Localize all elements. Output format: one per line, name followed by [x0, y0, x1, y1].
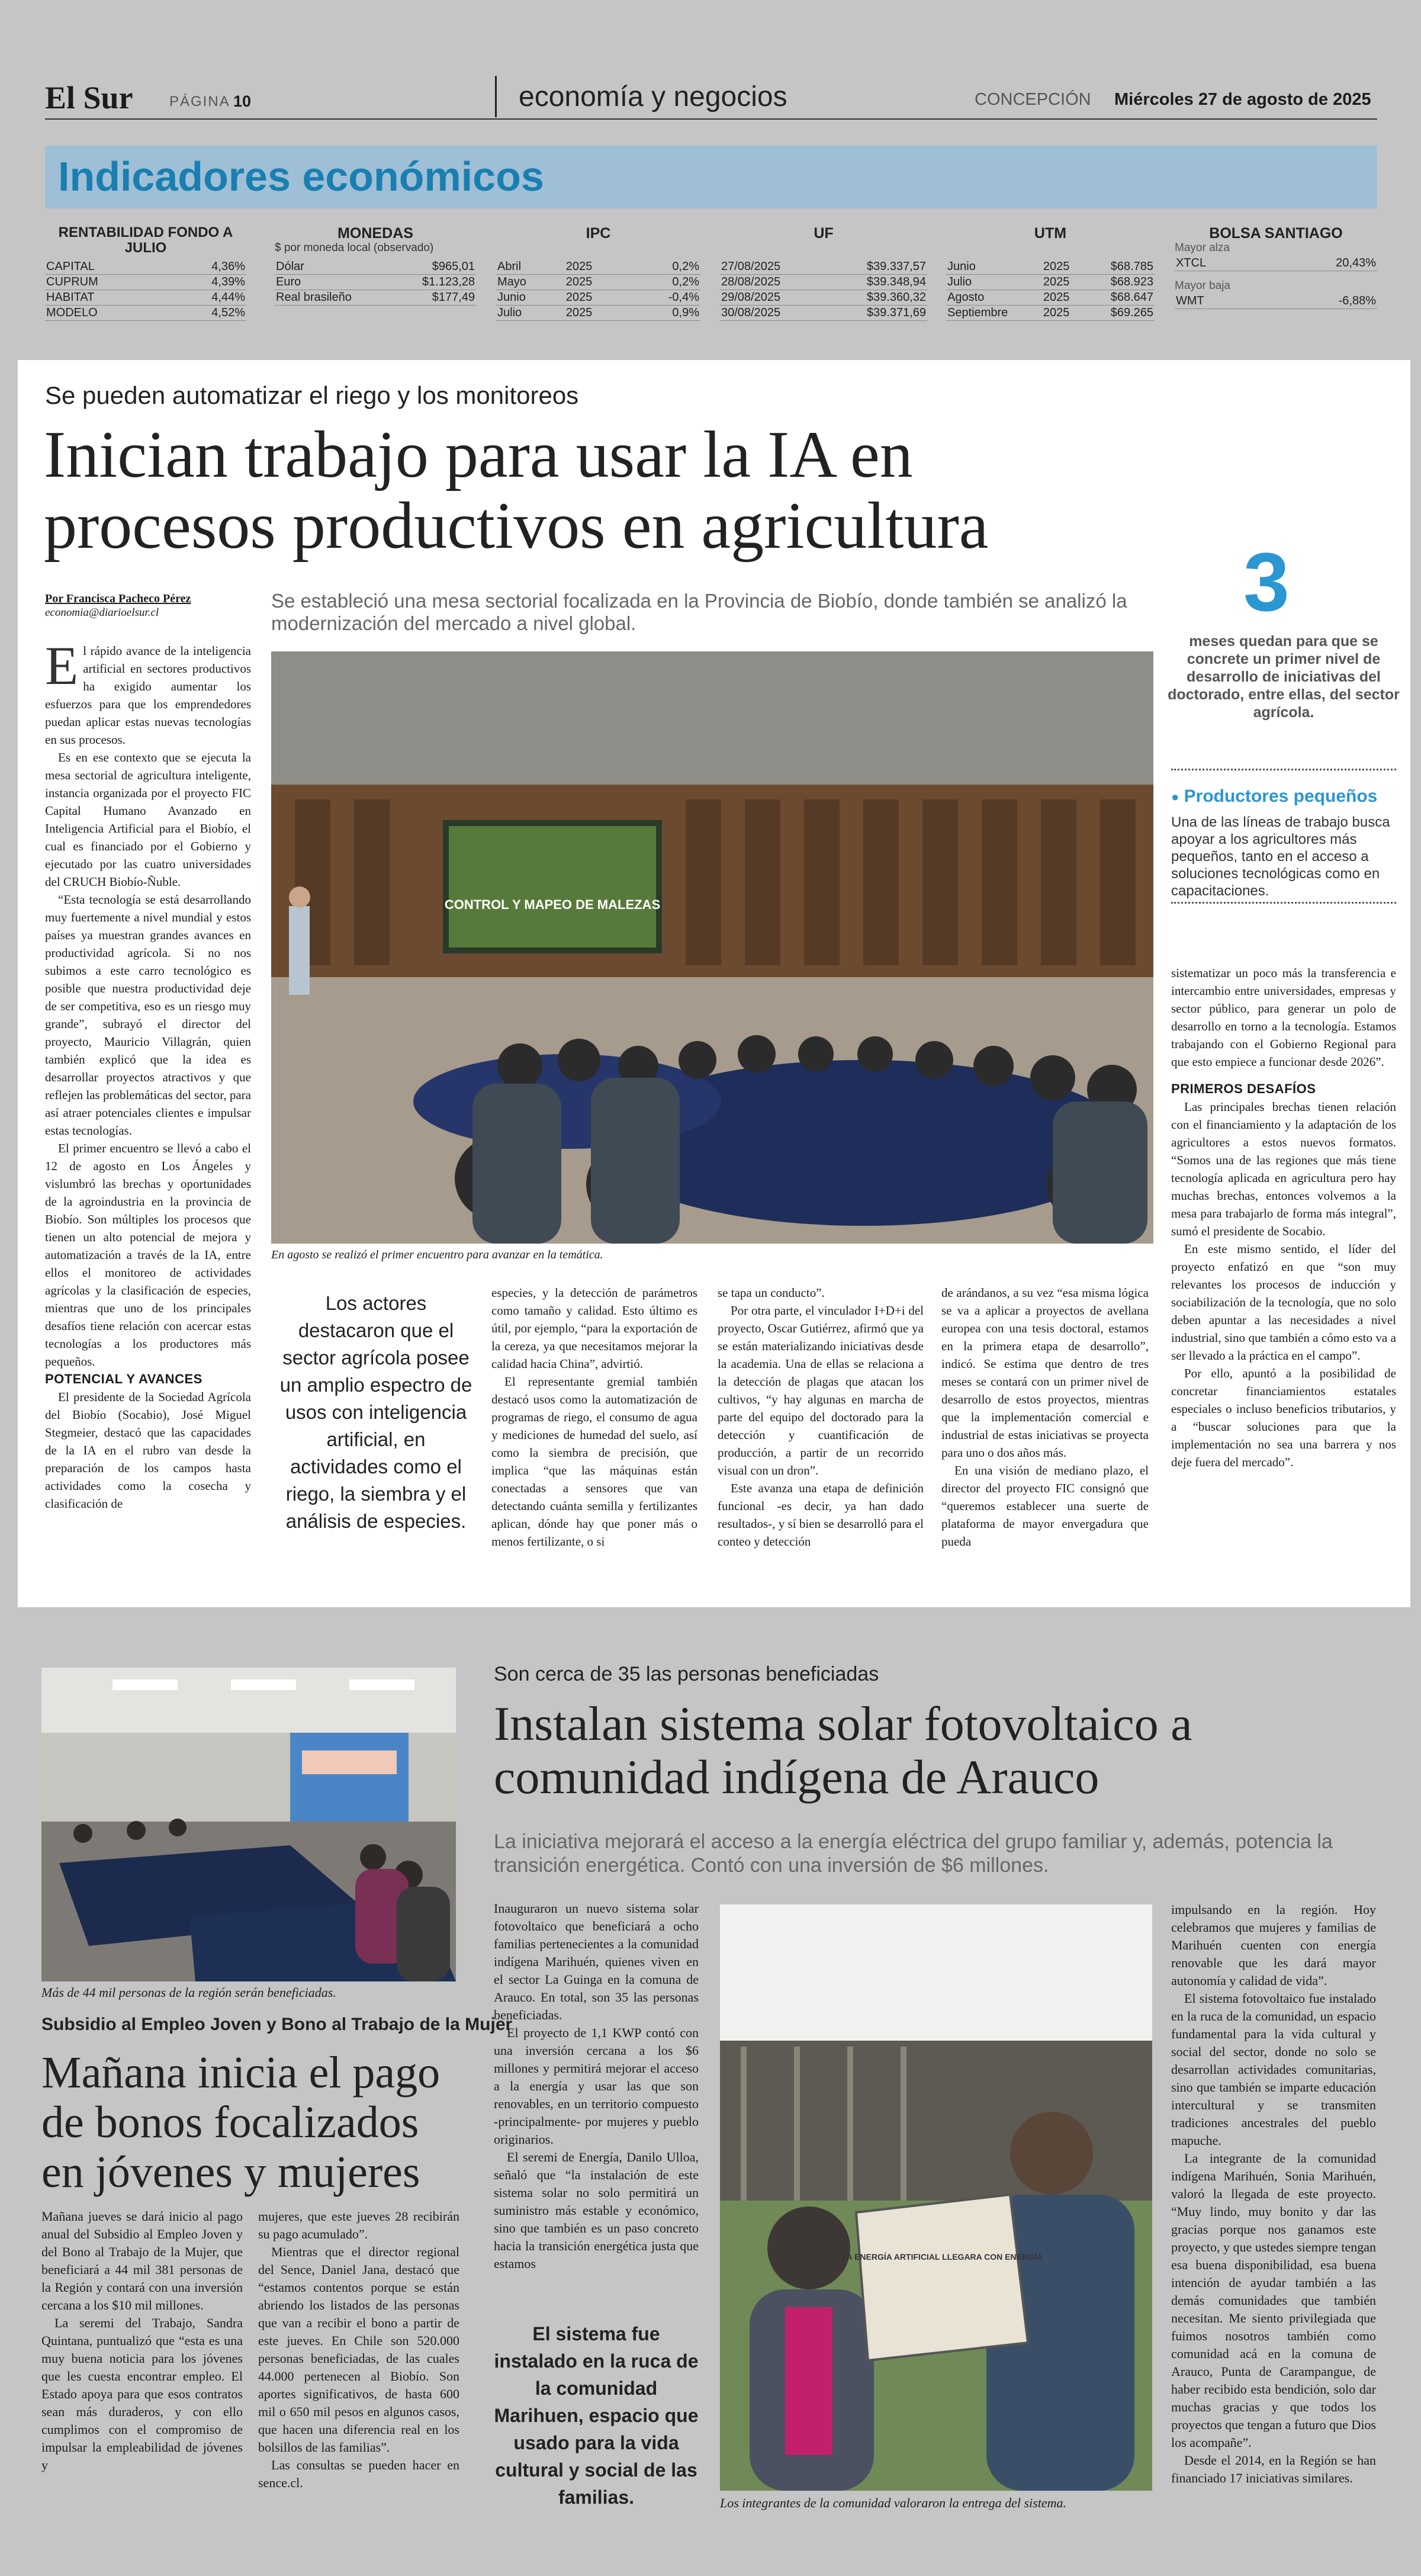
bonos-column-1: [41, 2208, 243, 2474]
bonos-column-2: [258, 2208, 459, 2492]
paragraph: El proyecto de 1,1 KWP contó con una inversión cercana a los $6 millones y permitirá mejorar el acceso a la energía y usar las que son renovables, en un territorio compuesto -principalmente- por mujeres y pueblo originarios.: [494, 2025, 699, 2147]
byline: Por Francisca Pacheco Pérez: [45, 592, 191, 605]
ipc-value: 0,9%: [672, 306, 699, 319]
uf-date: 30/08/2025: [721, 306, 781, 319]
dropcap: E: [45, 635, 79, 696]
afp-value: 4,52%: [211, 306, 245, 319]
bolsa-down-table: [1175, 294, 1377, 309]
indicators-banner: [45, 146, 1377, 208]
paragraph: Este avanza una etapa de definición funcional -es decir, ya han dado resultados-, y sí bien se desarrolló para el conteo y detección: [718, 1481, 924, 1549]
article-column-1: [45, 635, 251, 1512]
table-row: [45, 275, 246, 290]
utm-month: Agosto: [947, 291, 985, 304]
table-row: [1175, 294, 1377, 309]
headline-line: Mañana inicia el pago: [41, 2048, 441, 2098]
headline-line: Instalan sistema solar fotovoltaico a: [494, 1697, 1192, 1750]
stock-name: WMT: [1176, 294, 1204, 307]
table-row: [275, 290, 476, 306]
ipc-value: 0,2%: [672, 260, 699, 273]
paragraph: La seremi del Trabajo, Sandra Quintana, puntualizó que “esta es una muy buena noticia para los jóvenes que les cuesta encontrar empleo. El Estado apoya para que esos contratos sean más duraderos, y con ello cumplimos con el compromiso de impulsar la empleabilidad de jóvenes y: [41, 2315, 243, 2472]
paragraph: Las consultas se pueden hacer en sence.cl.: [258, 2458, 459, 2490]
utm-month: Junio: [947, 260, 976, 273]
paragraph: El presidente de la Sociedad Agrícola del Biobío (Socabio), José Miguel Stegmeier, destacó que las capacidades de la IA en el rubro van desde la preparación de los campos hasta actividades como la cosecha y clasificación de: [45, 1390, 251, 1511]
sidebar-text: Una de las líneas de trabajo busca apoyar a los agricultores más pequeños, tanto en el acceso a soluciones tecnológicas como en capacitaciones.: [1171, 814, 1390, 899]
paragraph: El primer encuentro se llevó a cabo el 12 de agosto en Los Ángeles y vislumbró las brechas y oportunidades de la agroindustria en la provincia de Biobío. Son múltiples los procesos que tienen un alto potencial de mejora y automatización a través de la IA, entre ellos el monitoreo de actividades agrícolas y la clasificación de especies, mientras que uno de los principales desafíos tiene relación con acercar estas tecnologías a los productores más pequeños.: [45, 1141, 251, 1369]
bolsa-down-label: Mayor baja: [1175, 280, 1230, 292]
bonos-photo-image: [41, 1668, 456, 1981]
indicators-panel: [45, 225, 1377, 326]
ipc-block: [496, 225, 700, 321]
currency-value: $965,01: [432, 260, 475, 273]
table-row: [720, 275, 927, 290]
paragraph: En este mismo sentido, el líder del proyecto enfatizó en que “son muy relevantes los procesos de inducción y sociabilización de la tecnología, que no solo deben apuntar a las necesidades a nivel industrial, sino que también a cómo esto va a ser llevado a la práctica en el campo”.: [1171, 1242, 1396, 1363]
monedas-block: [275, 225, 476, 306]
paragraph: En una visión de mediano plazo, el director del proyecto FIC consignó que “queremos establecer una suerte de plataforma de mayor envergadura que pueda: [941, 1463, 1149, 1549]
ipc-table: [496, 259, 700, 321]
currency-name: Dólar: [276, 260, 304, 273]
community-photo-image: [720, 1904, 1152, 2491]
currency-value: $1.123,28: [422, 275, 475, 288]
uf-value: $39.337,57: [866, 260, 926, 273]
afp-name: CUPRUM: [46, 275, 98, 288]
solar-headline: [494, 1697, 1192, 1804]
monedas-subtitle: $ por moneda local (observado): [275, 242, 434, 254]
uf-title: UF: [814, 225, 834, 242]
bonos-caption: Más de 44 mil personas de la región serán beneficiadas.: [41, 1985, 336, 2000]
ipc-year: 2025: [565, 260, 593, 273]
article-column-2: [491, 1284, 697, 1550]
paragraph: Las principales brechas tienen relación con el financiamiento y la adaptación de los agricultores a estos nuevos formatos. “Somos una de las regiones que más tiene tecnología aplicada en agricultura pero hay muchas brechas, entonces volvemos a la mesa para trabajarlo de forma más integral”, sumó el presidente de Socabio.: [1171, 1100, 1396, 1238]
masthead: [45, 76, 1377, 121]
table-row: [1175, 256, 1377, 271]
community-photo: [720, 1904, 1152, 2491]
paragraph: El representante gremial también destacó usos como la automatización de programas de riego, el consumo de agua y mediciones de humedad del suelo, así como la siembra de precisión, que implica “que las máquinas están conectadas a sensores que van detectando cuánta semilla y fertilizantes aplican, dónde hay que poner más o menos fertilizante, o si: [491, 1374, 697, 1549]
paragraph: de arándanos, a su vez “esa misma lógica se va a aplicar a proyectos de avellana europea con una tesis doctoral, estamos en la primera etapa de desarrollo”, indicó. Se estima que dentro de tres meses se contará con un primer nivel de desarrollo de estos proyectos, mientras que la implementación comercial e industrial de estas iniciativas se proyecta para uno o dos años más.: [941, 1286, 1149, 1460]
paragraph: Mañana jueves se dará inicio al pago anual del Subsidio al Empleo Joven y del Bono al Trabajo de la Mujer, que beneficiará a 44 mil 381 personas de la Región y contará con una inversión cercana a los $10 mil millones.: [41, 2209, 243, 2312]
subheading: PRIMEROS DESAFÍOS: [1171, 1081, 1316, 1096]
date: Miércoles 27 de agosto de 2025: [1114, 90, 1371, 109]
city: CONCEPCIÓN: [975, 90, 1091, 109]
utm-value: $69.265: [1110, 306, 1153, 319]
table-row: [275, 259, 476, 275]
afp-title: RENTABILIDAD FONDO A JULIO: [58, 224, 233, 256]
utm-value: $68.785: [1110, 260, 1153, 273]
big-number: 3: [1243, 535, 1290, 628]
headline-line: comunidad indígena de Arauco: [494, 1750, 1099, 1804]
article-column-5: [1171, 964, 1396, 1471]
table-row: [946, 275, 1155, 290]
solar-column-2: [1171, 1901, 1376, 2487]
paragraph: especies, y la detección de parámetros como tamaño y calidad. Esto último es útil, por ejemplo, “para la exportación de la cereza, ya que necesitamos mejorar la calidad hacia China”, advirtió.: [491, 1286, 697, 1371]
header-divider: [495, 76, 497, 117]
utm-year: 2025: [1043, 275, 1070, 288]
paragraph: Por otra parte, el vinculador I+D+i del proyecto, Oscar Gutiérrez, afirmó que ya se están materializando iniciativas desde la academia. Una de ellas se relaciona a la detección de plagas que atacan los cultivos, “y hay algunas en marcha de parte del equipo del doctorado para la detección y cuantificación de producción, a partir de un recorrido visual con un dron”.: [718, 1303, 924, 1477]
table-row: [720, 306, 927, 321]
article-column-3: [718, 1284, 924, 1550]
headline-line: Inician trabajo para usar la IA en: [44, 418, 913, 492]
ipc-month: Julio: [497, 306, 522, 319]
bonos-photo: [41, 1668, 456, 1981]
page-number: 10: [233, 92, 252, 110]
table-row: [946, 306, 1155, 321]
afp-name: CAPITAL: [46, 260, 95, 273]
uf-value: $39.371,69: [866, 306, 926, 319]
paragraph: “Esta tecnología se está desarrollando muy fuertemente a nivel mundial y estos países ya muestran grandes avances en productividad agrícola. Si no nos subimos a este carro tecnológico es posible que nuestra productividad deje de ser competitiva, eso es un riesgo muy grande”, subrayó el director del proyecto, Mauricio Villagrán, quien también explicó que la idea es desarrollar proyectos atractivos y que reflejen las problemáticas del sector, para así atraer potenciales clientes e impulsar estas tecnologías.: [45, 892, 251, 1138]
paragraph: se tapa un conducto”.: [718, 1286, 825, 1300]
conference-photo-image: [271, 651, 1153, 1244]
ipc-title: IPC: [586, 225, 611, 242]
ipc-year: 2025: [565, 306, 593, 319]
ipc-year: 2025: [565, 291, 593, 304]
utm-year: 2025: [1043, 306, 1070, 319]
subheading: POTENCIAL Y AVANCES: [45, 1371, 202, 1386]
stock-change: 20,43%: [1336, 256, 1376, 269]
utm-title: UTM: [1034, 225, 1067, 242]
article-column-4: [941, 1284, 1149, 1550]
paragraph: sistematizar un poco más la transferencia e intercambio entre universidades, empresas y sector público, para generar un polo de desarrollo en torno a la tecnología. Estamos trabajando con el Gobierno Regional para que esto empiece a funcionar desde 2026”.: [1171, 966, 1396, 1069]
table-row: [275, 275, 476, 290]
table-row: [496, 275, 700, 290]
afp-block: [45, 225, 246, 321]
afp-value: 4,39%: [211, 275, 245, 288]
uf-table: [720, 259, 927, 321]
paragraph: Mientras que el director regional del Sence, Daniel Jana, destacó que “estamos contentos porque se están abriendo los listados de las personas que van a recibir el bono a partir de este jueves. En Chile son 520.000 personas beneficiadas, de las cuales 44.000 pertenecen al Biobío. Son aportes significativos, de hasta 600 mil o 650 mil pesos en algunos casos, que hacen una diferencia real en los bolsillos de las familias”.: [258, 2244, 459, 2455]
table-row: [720, 259, 927, 275]
sidebar-title: [1171, 786, 1377, 807]
byline-email: economia@diarioelsur.cl: [45, 606, 159, 619]
bolsa-up-label: Mayor alza: [1175, 242, 1230, 254]
screen-text: CONTROL Y MAPEO DE MALEZAS: [444, 897, 661, 912]
headline-line: de bonos focalizados: [41, 2098, 419, 2147]
afp-table: [45, 259, 246, 321]
table-row: [946, 259, 1155, 275]
table-row: [946, 290, 1155, 306]
solar-lede: La iniciativa mejorará el acceso a la energía eléctrica del grupo familiar y, además, potencia la transición energética. Contó con una inversión de $6 millones.: [494, 1830, 1333, 1877]
article-kicker: Se pueden automatizar el riego y los monitoreos: [45, 381, 579, 409]
uf-date: 27/08/2025: [721, 260, 781, 273]
table-row: [496, 290, 700, 306]
solar-column-1: [494, 1900, 699, 2273]
paragraph: Desde el 2014, en la Región se han financiado 17 iniciativas similares.: [1171, 2453, 1376, 2485]
sidebar-rule: [1171, 902, 1396, 904]
currency-name: Euro: [276, 275, 301, 288]
afp-value: 4,44%: [211, 291, 245, 304]
paragraph: El sistema fotovoltaico fue instalado en la ruca de la comunidad, un espacio fundamental para la vida cultural y social del sector, donde no solo se desarrollan actividades comunitarias, sino que también se imparte educación intercultural y se transmiten tradiciones ancestrales del pueblo mapuche.: [1171, 1991, 1376, 2148]
currency-name: Real brasileño: [276, 291, 352, 304]
utm-year: 2025: [1043, 260, 1070, 273]
monedas-title: MONEDAS: [337, 225, 413, 242]
uf-date: 29/08/2025: [721, 291, 781, 304]
bolsa-title: BOLSA SANTIAGO: [1209, 225, 1343, 242]
sidebar-divider: [1171, 769, 1396, 770]
article-lede: Se estableció una mesa sectorial focalizada en la Provincia de Biobío, donde también se analizó la modernización del mercado a nivel global.: [271, 590, 1127, 634]
header-rule: [45, 118, 1377, 120]
afp-name: HABITAT: [46, 291, 95, 304]
paragraph: mujeres, que este jueves 28 recibirán su pago acumulado”.: [258, 2209, 459, 2241]
solar-kicker: Son cerca de 35 las personas beneficiadas: [494, 1663, 879, 1685]
uf-block: [720, 225, 927, 321]
utm-block: [946, 225, 1155, 321]
ipc-month: Mayo: [497, 275, 526, 288]
indicators-title: Indicadores económicos: [58, 153, 544, 200]
uf-date: 28/08/2025: [721, 275, 781, 288]
stock-change: -6,88%: [1338, 294, 1376, 307]
paragraph: La integrante de la comunidad indígena Marihuén, Sonia Marihuén, valoró la llegada de este proyecto. “Muy lindo, muy bonito y dar las gracias porque nos ganamos este proyecto, y que ustedes siempre tengan esa buena disponibilidad, esa buena intención de ayudar también a las demás comunidades que también necesitan. Me siento privilegiada que fuimos nosotros también como comunidad acá en la comuna de Arauco, Punta de Carampangue, de haber recibido esta bendición, solo dar muchas gracias y que todos los proyectos que tengan a futuro que Dios los acompañe”.: [1171, 2151, 1376, 2450]
paragraph: Inauguraron un nuevo sistema solar fotovoltaico que beneficiará a ocho familias pertenecientes a la comunidad indígena Marihuén, quienes viven en el sector La Guinga en la comuna de Arauco. En total, son 35 las personas beneficiadas.: [494, 1901, 699, 2022]
table-row: [45, 306, 246, 321]
article-headline: [44, 419, 989, 561]
utm-year: 2025: [1043, 291, 1070, 304]
ipc-value: -0,4%: [668, 291, 699, 304]
ipc-month: Junio: [497, 291, 526, 304]
stock-name: XTCL: [1176, 256, 1207, 269]
photo-caption: En agosto se realizó el primer encuentro para avanzar en la temática.: [271, 1248, 603, 1261]
page-label: PÁGINA: [169, 94, 230, 110]
big-number-text: meses quedan para que se concrete un primer nivel de desarrollo de iniciativas del doctorado, entre ellas, del sector agrícola.: [1168, 633, 1400, 721]
paragraph: Es en ese contexto que se ejecuta la mesa sectorial de agricultura inteligente, instancia organizada por el proyecto FIC Capital Humano Avanzado en Inteligencia Artificial para el Biobío, el cual es financiado por el Gobierno y ejecutado por las cuatro universidades del CRUCH Biobío-Ñuble.: [45, 750, 251, 889]
utm-table: [946, 259, 1155, 321]
ipc-month: Abril: [497, 260, 522, 273]
headline-line: procesos productivos en agricultura: [44, 489, 989, 563]
pullquote: Los actores destacaron que el sector agrícola posee un amplio espectro de usos con inteligencia artificial, en actividades como el riego, la siembra y el análisis de especies.: [279, 1292, 472, 1532]
bullet-icon: ●: [1171, 789, 1179, 805]
paragraph: l rápido avance de la inteligencia artificial en sectores productivos ha exigido aumentar los esfuerzos para que los emprendedores puedan aplicar estas nuevas tecnologías en sus procesos.: [45, 644, 251, 747]
section-name: economía y negocios: [519, 81, 787, 113]
solar-pullquote: El sistema fue instalado en la ruca de la comunidad Marihuen, espacio que usado para la vida cultural y social de las familias.: [494, 2323, 699, 2508]
table-row: [496, 306, 700, 321]
paragraph: El seremi de Energía, Danilo Ulloa, señaló que “la instalación de este sistema solar no solo permitirá un suministro más estable y económico, sino que también es un paso concreto hacia la transición energética justa que estamos: [494, 2150, 699, 2271]
table-row: [720, 290, 927, 306]
conference-photo: [271, 651, 1153, 1244]
bonos-kicker: Subsidio al Empleo Joven y Bono al Trabajo de la Mujer: [41, 2015, 513, 2034]
table-row: [45, 290, 246, 306]
ai-agriculture-article: [18, 360, 1410, 1607]
headline-line: en jóvenes y mujeres: [41, 2147, 420, 2197]
uf-value: $39.348,94: [866, 275, 926, 288]
table-row: [496, 259, 700, 275]
currency-value: $177,49: [432, 291, 475, 304]
paragraph: Por ello, apuntó a la posibilidad de concretar financiamientos estatales especiales o incluso beneficios tributarios, y a “buscar soluciones para que la implementación no sea una barrera y nos deje fuera del mercado”.: [1171, 1366, 1396, 1469]
certificate-text: LA ENERGÍA ARTIFICIAL LLEGARA CON ENERGÍA: [841, 2252, 1043, 2262]
table-row: [45, 259, 246, 275]
community-photo-caption: Los integrantes de la comunidad valoraron la entrega del sistema.: [720, 2495, 1066, 2510]
sidebar-title-text: Productores pequeños: [1184, 786, 1378, 806]
bonos-headline: [41, 2048, 440, 2197]
monedas-table: [275, 259, 476, 306]
afp-name: MODELO: [46, 306, 98, 319]
uf-value: $39.360,32: [866, 291, 926, 304]
bolsa-block: [1175, 225, 1377, 309]
ipc-value: 0,2%: [672, 275, 699, 288]
utm-month: Julio: [947, 275, 972, 288]
bolsa-up-table: [1175, 256, 1377, 271]
utm-value: $68.923: [1110, 275, 1153, 288]
afp-value: 4,36%: [211, 260, 245, 273]
utm-value: $68.647: [1110, 291, 1153, 304]
ipc-year: 2025: [565, 275, 593, 288]
utm-month: Septiembre: [947, 306, 1008, 319]
paper-name: El Sur: [45, 80, 133, 115]
paragraph: impulsando en la región. Hoy celebramos que mujeres y familias de Marihuén cuenten con energía renovable que les dará mayor autonomía y calidad de vida”.: [1171, 1902, 1376, 1988]
